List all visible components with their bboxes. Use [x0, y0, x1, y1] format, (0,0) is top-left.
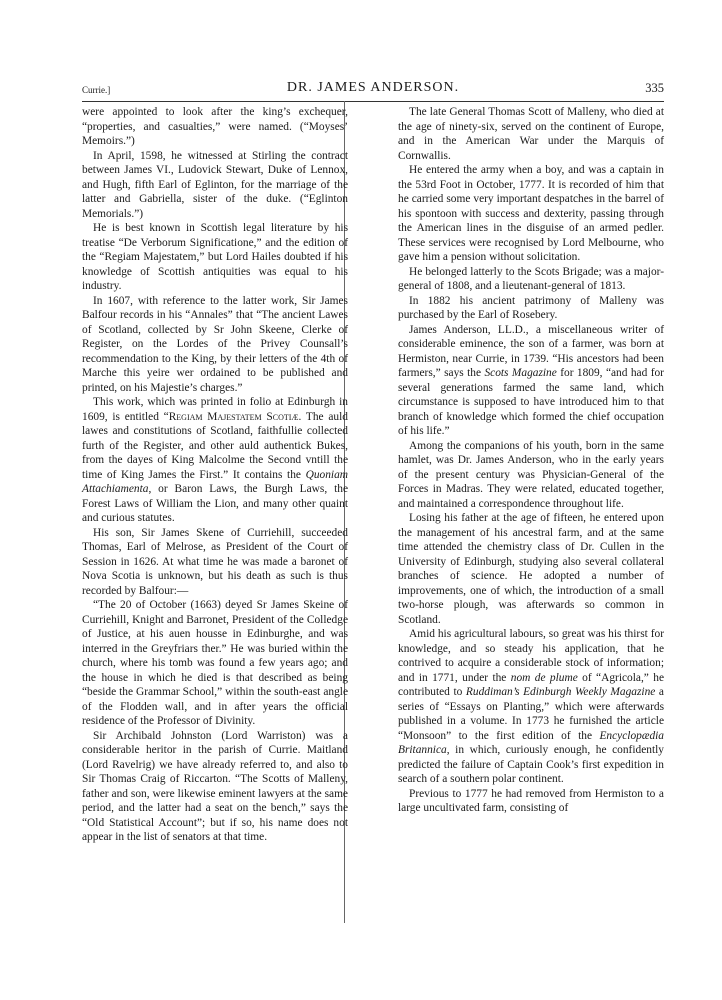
text-run: Previous to 1777 he had removed from Hermiston to a large uncultivated farm, consisting of [398, 787, 664, 814]
text-run: Losing his father at the age of fifteen, he entered upon the management of his ancestral farm, and at the same time attended the chemistry class of Dr. Cullen in the University of Edinburgh, studying also several collateral branches of science. He adopted a number of improvements, one of which, the introduction of a small two-horse plough, was afterwards so common in Scotland. [398, 512, 664, 626]
paragraph [398, 511, 664, 627]
text-run: The late General Thomas Scott of Malleny, who died at the age of ninety-six, served on the continent of Europe, and in the American War under the Marquis of Cornwallis. [398, 106, 664, 162]
paragraph [82, 526, 348, 599]
text-run: Amid his agricultural labours, so great was his thirst for knowledge, and so steady his application, that he contrived to acquire a considerable stock of information; and in 1771, under the [398, 628, 664, 684]
italic-text: Scots Magazine [484, 367, 557, 379]
text-run: This work, which was printed in folio at Edinburgh in 1609, is entitled “ [82, 396, 348, 423]
text-run: Among the companions of his youth, born in the same hamlet, was Dr. James Anderson, who in the early years of the present century was Physician-General of the Forces in Madras. They were related, educated together, and maintained a correspondence throughout life. [398, 439, 664, 510]
text-run: . The auld lawes and constitutions of Scotland, faithfullie collected furth of the Register, and other auld authentick Bukes, from the dayes of King Malcolme the Second vntill the time of King James the First.” It contains the [82, 410, 348, 481]
paragraph [82, 149, 348, 222]
paragraph [82, 105, 348, 149]
text-run: He entered the army when a boy, and was a captain in the 53rd Foot in October, 1777. It is recorded of him that he carried some very important despatches in the barrel of his spontoon with success and dexterity, passing through the American lines in the disguise of an armed pedler. These services were recognised by Lord Melbourne, who gave him a pension without solicitation. [398, 164, 664, 263]
section-label: Currie.] [82, 85, 111, 95]
text-run: for 1809, “and had for several generations farmed the same land, which circumstance is supposed to have introduced him to that branch of knowledge which formed the chief occupation of his life.” [398, 367, 664, 437]
paragraph [82, 729, 348, 845]
paragraph [82, 598, 348, 729]
paragraph [398, 105, 664, 163]
left-column [82, 105, 348, 845]
text-run: of “Agricola,” he contributed to [398, 671, 664, 698]
small-caps-text: Regiam Majestatem Scotiæ [168, 410, 299, 423]
text-run: were appointed to look after the king’s exchequer, “properties, and casualties,” were named. (“Moyses’ Memoirs.”) [82, 106, 348, 147]
text-run: , or Baron Laws, the Burgh Laws, the Forest Laws of William the Lion, and many other quaint and curious statutes. [82, 483, 348, 524]
italic-text: Quoniam Attachiamenta [82, 468, 348, 495]
text-run: In 1607, with reference to the latter work, Sir James Balfour records in his “Annales” that “The ancient Lawes of Scotland, collected by Sr John Skeene, Clerke of Register, on the Lordes of the Privey Counsall’s recommendation to the King, by their letters of the 4th of Marche this yeire wer ordained to be published and printed, on his Majestie’s charges.” [82, 294, 348, 394]
text-run: a series of “Essays on Planting,” which were afterwards published in a volume. In 1773 he furnished the article “Monsoon” to the first edition of the [398, 686, 664, 742]
text-run: His son, Sir James Skene of Curriehill, succeeded Thomas, Earl of Melrose, as President of the Court of Session in 1626. At what time he was made a baronet of Nova Scotia is unknown, but his death as such is thus recorded by Balfour:— [82, 526, 348, 597]
italic-text: Encyclopædia Britannica [398, 729, 664, 756]
page-title: DR. JAMES ANDERSON. [286, 80, 460, 95]
running-head [82, 78, 664, 100]
paragraph [398, 439, 664, 512]
paragraph [82, 294, 348, 396]
paragraph [398, 787, 664, 816]
text-run: He belonged latterly to the Scots Brigade; was a major-general of 1808, and a lieutenant-general of 1813. [398, 265, 664, 292]
italic-text: nom de plume [510, 671, 578, 684]
page-number: 335 [645, 81, 664, 95]
paragraph [398, 294, 664, 323]
text-run: Sir Archibald Johnston (Lord Warriston) was a considerable heritor in the parish of Currie. Maitland (Lord Ravelrig) we have already referred to, and also to Sir Thomas Craig of Riccarton. “The Scotts of Malleny, father and son, were likewise eminent lawyers at the same period, and the latter had a seat on the bench,” says the “Old Statistical Account”; but if so, his name does not appear in the list of senators at that time. [82, 729, 348, 843]
italic-text: Ruddiman’s Edinburgh Weekly Magazine [465, 686, 656, 698]
right-column [398, 105, 664, 816]
text-run: In 1882 his ancient patrimony of Malleny was purchased by the Earl of Rosebery. [398, 294, 664, 321]
text-run: , in which, curiously enough, he confidently predicted the failure of Captain Cook’s first expedition in search of a southern polar continent. [398, 744, 664, 785]
text-run: James Anderson, LL.D., a miscellaneous writer of considerable eminence, the son of a farmer, was born at Hermiston, near Currie, in 1739. “His ancestors had been farmers,” says the [398, 323, 664, 379]
text-run: In April, 1598, he witnessed at Stirling the contract between James VI., Ludovick Stewart, Duke of Lennox, and Hugh, fifth Earl of Eglinton, for the marriage of the latter and Gabriella, sister of the duke. (“Eglinton Memorials.”) [82, 149, 348, 220]
text-run: He is best known in Scottish legal literature by his treatise “De Verborum Significatione,” and the edition of the “Regiam Majestatem,” but Lord Hailes doubted if his knowledge of Scottish antiquities was equal to his industry. [82, 222, 348, 292]
paragraph [398, 323, 664, 439]
text-run: “The 20 of October (1663) deyed Sr James Skeine of Curriehill, Knight and Barronet, President of the Colledge of Justice, at his auen housse in Edinburghe, and was interred in the Greyfriars ther.” He was buried within the church, where his tomb was found a few years ago; and the house in which he died is that described as being “beside the Grammar School,” within the south-east angle of the Flodden wall, and in after years the official residence of the Professor of Divinity. [82, 599, 348, 727]
paragraph [398, 163, 664, 265]
paragraph [398, 265, 664, 294]
paragraph [82, 221, 348, 294]
paragraph [398, 627, 664, 787]
paragraph [82, 395, 348, 526]
header-rule [82, 101, 664, 102]
